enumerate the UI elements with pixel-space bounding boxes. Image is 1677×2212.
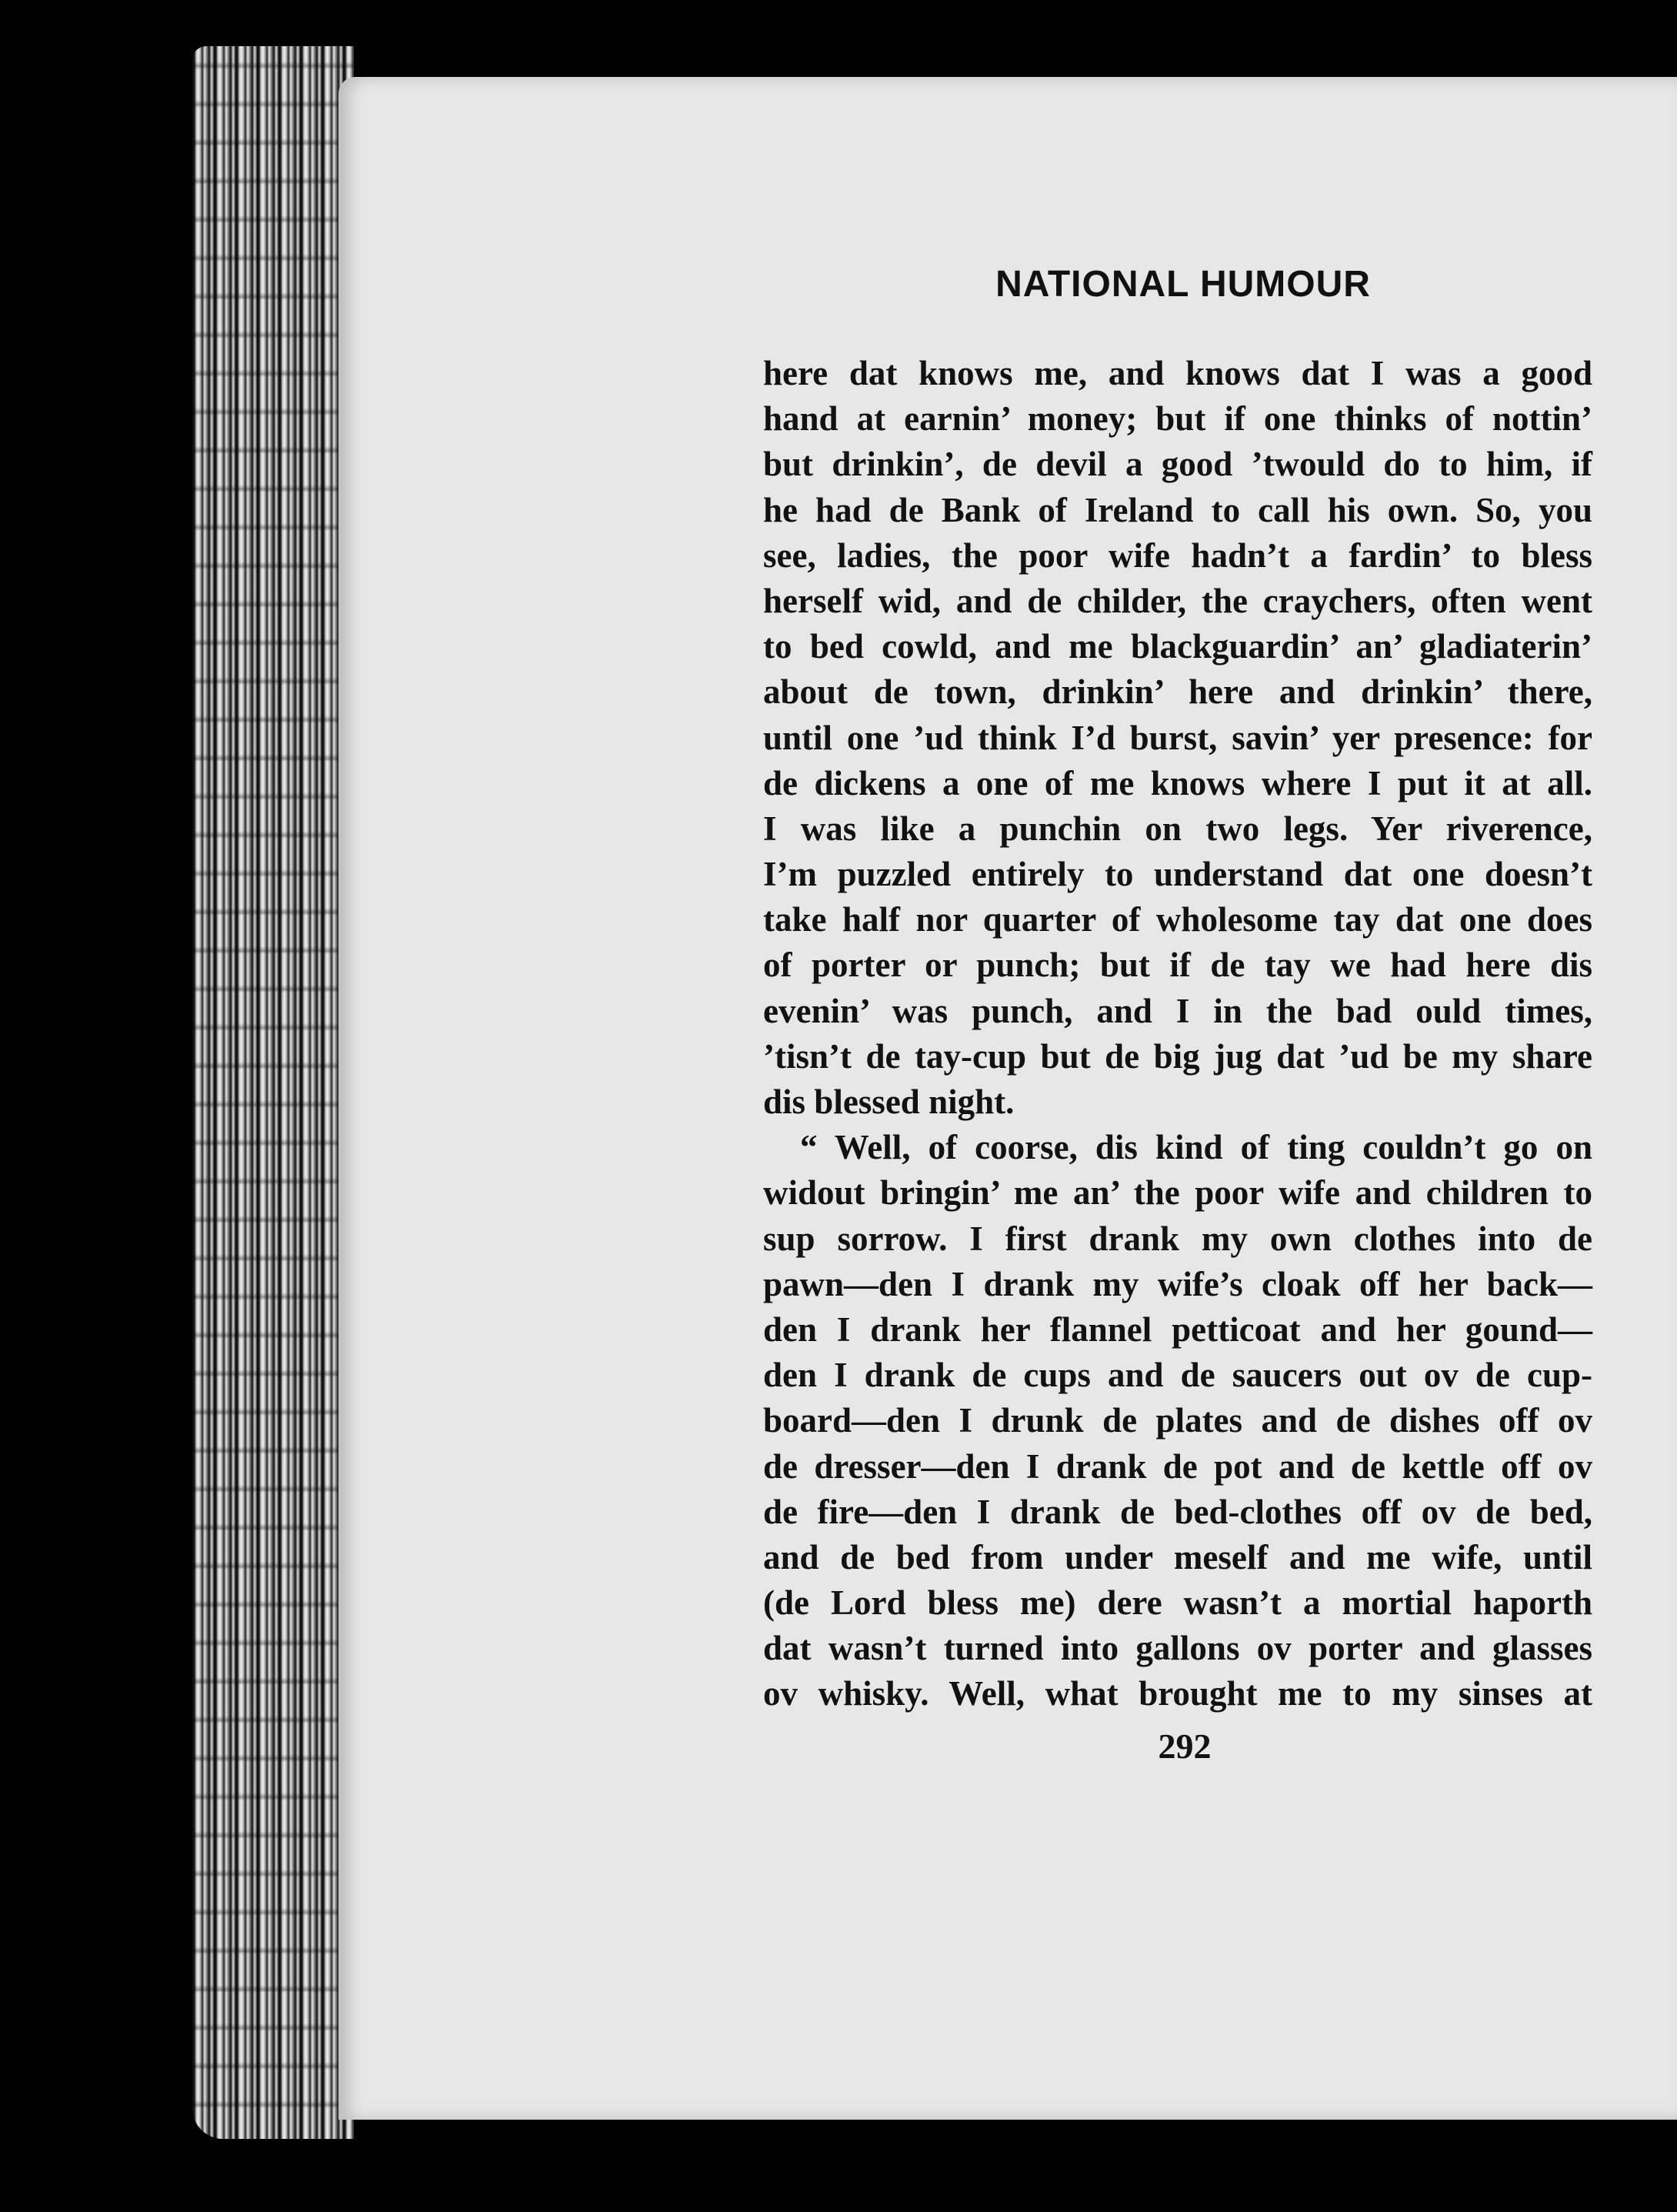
text-line: I’m puzzled entirely to understand dat one doesn’t [763,855,1592,894]
text-line: here dat knows me, and knows dat I was a good [763,354,1592,392]
text-line: den I drank her flannel petticoat and her gound— [763,1310,1592,1349]
text-line: den I drank de cups and de saucers out ov de cup- [763,1356,1592,1395]
page-block-edge [192,46,354,2139]
text-line: evenin’ was punch, and I in the bad ould times, [763,991,1592,1030]
text-line: de dresser—den I drank de pot and de kettle off ov [763,1446,1592,1486]
text-line: to bed cowld, and me blackguardin’ an’ gladiaterin’ [763,627,1592,666]
text-line: (de Lord bless me) dere wasn’t a mortial haporth [763,1583,1592,1623]
text-line: see, ladies, the poor wife hadn’t a fardin’ to bless [763,535,1592,575]
text-line: ’tisn’t de tay-cup but de big jug dat ’ud be my share [763,1036,1592,1076]
text-line: widout bringin’ me an’ the poor wife and children to [763,1173,1592,1213]
text-line: take half nor quarter of wholesome tay dat one does [763,900,1592,939]
text-line: pawn—den I drank my wife’s cloak off her back— [763,1264,1592,1303]
text-line: de fire—den I drank de bed-clothes off ov de bed, [763,1492,1592,1531]
text-line: sup sorrow. I first drank my own clothes into de [763,1219,1592,1258]
running-head: NATIONAL HUMOUR [995,264,1371,305]
text-line: hand at earnin’ money; but if one thinks of nottin’ [763,399,1592,439]
page-number: 292 [1158,1727,1212,1766]
body-text [763,351,1592,1717]
text-line: ov whisky. Well, what brought me to my sinses at [763,1674,1592,1713]
text-line: de dickens a one of me knows where I put it at all. [763,763,1592,802]
text-line: board—den I drunk de plates and de dishes off ov [763,1401,1592,1440]
text-line: of porter or punch; but if de tay we had here dis [763,946,1592,985]
text-line: until one ’ud think I’d burst, savin’ yer presence: for [763,718,1592,757]
text-line: herself wid, and de childer, the craychers, often went [763,581,1592,620]
text-line: dis blessed night. [763,1083,1015,1121]
text-line: “ Well, of coorse, dis kind of ting couldn’t go on [800,1128,1592,1167]
text-line: about de town, drinkin’ here and drinkin’ there, [763,672,1592,712]
text-line: and de bed from under meself and me wife, until [763,1537,1592,1576]
text-line: dat wasn’t turned into gallons ov porter and glasses [763,1629,1592,1668]
text-line: but drinkin’, de devil a good ’twould do to him, if [763,445,1592,484]
text-line: he had de Bank of Ireland to call his own. So, you [763,490,1592,529]
text-line: I was like a punchin on two legs. Yer riverence, [763,809,1592,848]
